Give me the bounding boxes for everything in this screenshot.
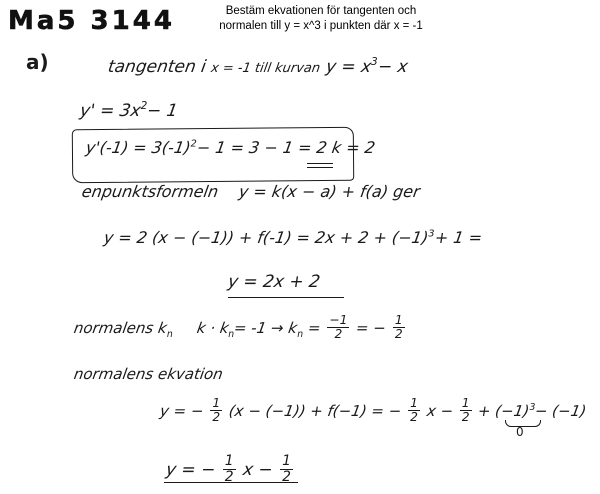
derivative-value-exponent: 2 bbox=[190, 138, 197, 150]
normal-k-label: normalens k bbox=[72, 318, 169, 337]
normal-equation-fraction-2 bbox=[408, 397, 420, 424]
derivative-value-lhs: y'(-1) = 3(-1) bbox=[84, 138, 193, 157]
zero-annotation: 0 bbox=[516, 425, 524, 439]
normal-equation-mid: (x − (−1)) + f(−1) = − bbox=[227, 401, 403, 420]
handwritten-line-tangent-intro bbox=[108, 56, 407, 77]
handwritten-tangent-result bbox=[228, 272, 320, 292]
problem-statement-line-2: normalen till y = x^3 i punkten där x = -1 bbox=[219, 20, 423, 32]
handwritten-substitution bbox=[104, 228, 482, 247]
line1-eq-rest: − x bbox=[376, 56, 409, 77]
printed-problem-statement bbox=[196, 4, 446, 34]
derivative-expression: y' = 3x bbox=[78, 100, 143, 121]
handwritten-normal-result bbox=[166, 455, 295, 485]
normal-k-fraction-1-numerator: −1 bbox=[329, 313, 348, 327]
normal-result-fraction-1-denominator: 2 bbox=[224, 468, 234, 485]
normal-k-rest-subscript: n bbox=[297, 328, 304, 340]
k-value-underline-2 bbox=[307, 167, 333, 168]
normal-equation-fraction-2-numerator: 1 bbox=[410, 396, 418, 410]
normal-k-fraction-2-denominator: 2 bbox=[394, 326, 403, 341]
point-formula-expression: y = k(x − a) + f(a) ger bbox=[237, 182, 421, 201]
substitution-exponent: 3 bbox=[428, 228, 435, 240]
normal-k-label-subscript: n bbox=[166, 328, 173, 340]
substitution-part-a: y = 2 (x − (−1)) + f(-1) = 2x + 2 + (−1) bbox=[102, 228, 430, 247]
handwritten-derivative bbox=[80, 100, 178, 121]
line1-prefix: tangenten i bbox=[106, 56, 208, 77]
line1-mid: x = -1 till kurvan bbox=[210, 60, 322, 76]
substitution-part-b: + 1 = bbox=[433, 228, 484, 247]
normal-equation-tail-exponent: 3 bbox=[529, 401, 536, 413]
normal-equation-mid-2: x − bbox=[425, 401, 455, 420]
handwritten-derivative-value bbox=[86, 138, 375, 157]
normal-result-fraction-2 bbox=[280, 454, 293, 484]
normal-result-mid: x − bbox=[241, 460, 275, 481]
normal-equation-fraction-1 bbox=[210, 397, 222, 424]
normal-k-fraction-2-numerator: 1 bbox=[394, 313, 403, 327]
derivative-tail: − 1 bbox=[145, 100, 180, 121]
normal-equation-fraction-1-denominator: 2 bbox=[212, 409, 221, 424]
derivative-value-rest: − 1 = 3 − 1 = 2 k = 2 bbox=[195, 138, 377, 157]
normal-equation-fraction-3 bbox=[460, 397, 472, 424]
normal-equation-fraction-1-numerator: 1 bbox=[212, 396, 221, 410]
line1-eq-lhs: y = x bbox=[324, 56, 373, 77]
normal-k-relation-rest: = -1 → k bbox=[232, 318, 299, 337]
derivative-exponent: 2 bbox=[140, 100, 148, 112]
tangent-result-underline bbox=[228, 297, 344, 298]
handwritten-normal-equation-label bbox=[74, 365, 223, 383]
problem-statement-line-1: Bestäm ekvationen för tangenten och bbox=[225, 5, 417, 17]
normal-equation-fraction-3-numerator: 1 bbox=[461, 396, 470, 410]
normal-equation-fraction-3-denominator: 2 bbox=[461, 409, 470, 424]
normal-equation-fraction-2-denominator: 2 bbox=[410, 409, 418, 424]
normal-equation-tail: + (−1) bbox=[476, 401, 531, 420]
handwritten-point-formula bbox=[82, 182, 419, 201]
normal-result-underline bbox=[164, 482, 298, 483]
normal-result-fraction-2-numerator: 1 bbox=[282, 453, 292, 469]
normal-k-fraction-1 bbox=[327, 314, 349, 341]
normal-k-relation: k · k bbox=[195, 318, 230, 337]
normal-k-fraction-1-denominator: 2 bbox=[327, 327, 349, 341]
tangent-result-expression: y = 2x + 2 bbox=[226, 272, 322, 292]
normal-k-value-tail: = − bbox=[354, 318, 388, 337]
normal-equation-label: normalens ekvation bbox=[72, 365, 225, 383]
normal-k-fraction-2 bbox=[393, 314, 405, 341]
normal-k-equals: = bbox=[306, 318, 322, 337]
part-label-a: a) bbox=[26, 50, 49, 74]
normal-k-relation-subscript: n bbox=[228, 328, 235, 340]
normal-result-fraction-2-denominator: 2 bbox=[282, 468, 292, 485]
k-value-underline-1 bbox=[307, 163, 333, 164]
line1-eq-exponent: 3 bbox=[370, 56, 378, 68]
normal-equation-tail-2: − (−1) bbox=[533, 401, 589, 420]
handwritten-normal-slope bbox=[74, 315, 407, 342]
normal-equation-lhs: y = − bbox=[158, 401, 205, 420]
course-code: Ma5 3144 bbox=[8, 6, 175, 36]
normal-result-fraction-1-numerator: 1 bbox=[224, 453, 234, 469]
normal-result-fraction-1 bbox=[223, 454, 236, 484]
normal-result-lhs: y = − bbox=[164, 460, 217, 481]
point-formula-label: enpunktsformeln bbox=[80, 182, 220, 201]
